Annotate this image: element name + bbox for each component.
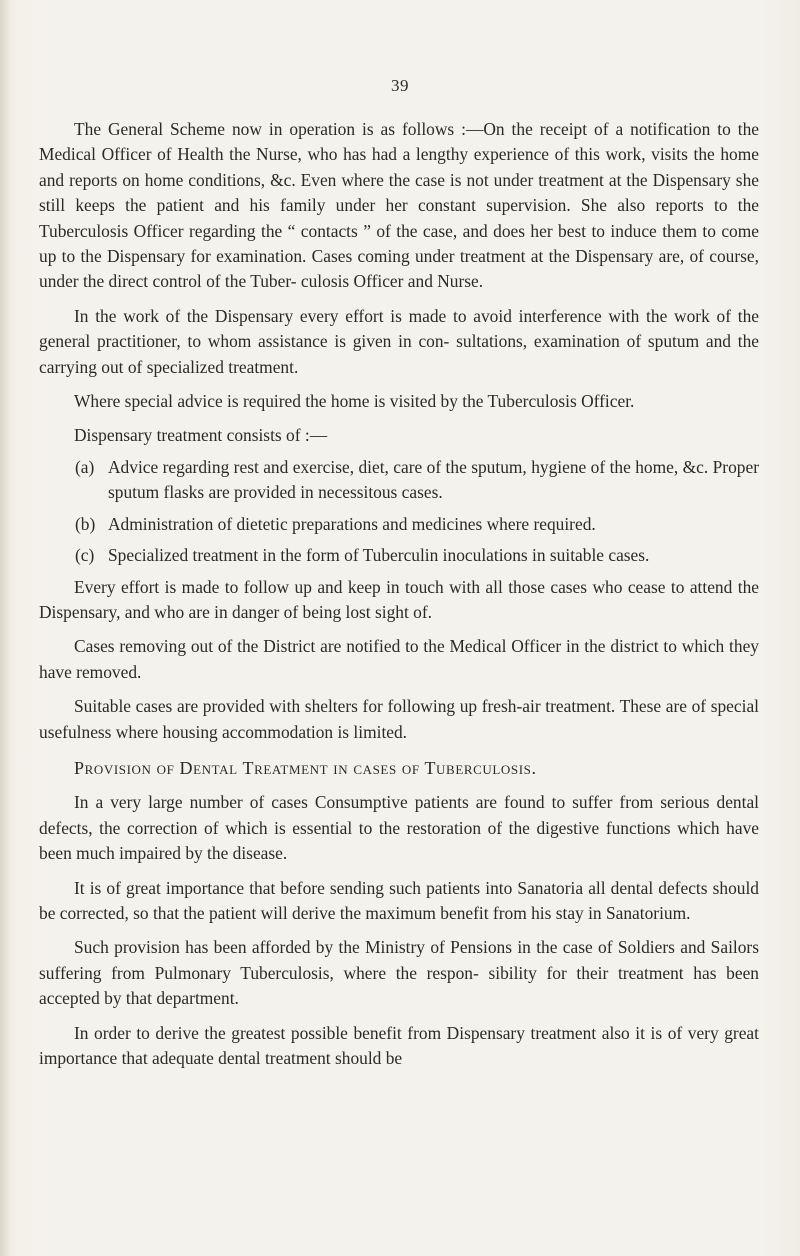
paragraph-dental-defects: In a very large number of cases Consumptive patients are found to suffer from serious dental defects, the correction of which is essential to the restoration of the digestive functions which have been much impaired by the disease. <box>39 792 759 864</box>
paragraph-sanatoria: It is of great importance that before sending such patients into Sanatoria all dental defects should be corrected, so that the patient will derive the maximum benefit from his stay in Sanatorium. <box>39 877 759 923</box>
list-item-text: Administration of dietetic preparations and medicines where required. <box>108 513 596 534</box>
paragraph-treatment-intro: Dispensary treatment consists of :— <box>74 425 328 446</box>
document-body <box>39 117 759 1071</box>
list-marker: (b) <box>75 513 96 534</box>
paragraph-follow-up: Every effort is made to follow up and keep in touch with all those cases who cease to attend the Dispensary, and who are in danger of being lost sight of. <box>39 576 759 622</box>
section-heading: Provision of Dental Treatment in cases of Tuberculosis. <box>74 757 537 778</box>
paragraph-dispensary-dental: In order to derive the greatest possible benefit from Dispensary treatment also it is of very great importance that adequate dental treatment should be <box>39 1022 759 1068</box>
paragraph-shelters: Suitable cases are provided with shelters for following up fresh-air treatment. These are of special usefulness where housing accommodation is limited. <box>39 696 759 742</box>
paragraph-dispensary-work: In the work of the Dispensary every effort is made to avoid interference with the work of the general practitioner, to whom assistance is given in con- sultations, examination of sputum and the carrying out of specialized treatment. <box>39 305 759 377</box>
paragraph-special-advice: Where special advice is required the home is visited by the Tuberculosis Officer. <box>74 391 635 412</box>
page-number: 39 <box>391 76 409 95</box>
list-item <box>39 543 759 568</box>
treatment-list <box>39 455 759 569</box>
page-edge-shadow <box>0 0 10 1256</box>
list-item-text: Advice regarding rest and exercise, diet, care of the sputum, hygiene of the home, &c. Proper sputum flasks are provided in necessitous cases. <box>108 456 759 503</box>
paragraph-general-scheme: The General Scheme now in operation is as follows :—On the receipt of a notification to the Medical Officer of Health the Nurse, who has had a lengthy experience of this work, visits the home and reports on home conditions, &c. Even where the case is not under treatment at the Dispensary she still keeps the patient and his family under her constant supervision. She also reports to the Tuberculosis Officer regarding the “ contacts ” of the case, and does her best to induce them to come up to the Dispensary for examination. Cases coming under treatment at the Dispensary are, of course, under the direct control of the Tuber- culosis Officer and Nurse. <box>39 119 759 292</box>
list-item-text: Specialized treatment in the form of Tuberculin inoculations in suitable cases. <box>108 545 650 566</box>
list-marker: (c) <box>75 545 95 566</box>
list-marker: (a) <box>75 456 95 477</box>
list-item <box>39 455 759 506</box>
paragraph-removals: Cases removing out of the District are notified to the Medical Officer in the district to which they have removed. <box>39 636 759 682</box>
list-item <box>39 512 759 537</box>
paragraph-ministry-pensions: Such provision has been afforded by the Ministry of Pensions in the case of Soldiers and Sailors suffering from Pulmonary Tuberculosis, where the respon- sibility for their treatment has been accepted by that department. <box>39 937 759 1009</box>
